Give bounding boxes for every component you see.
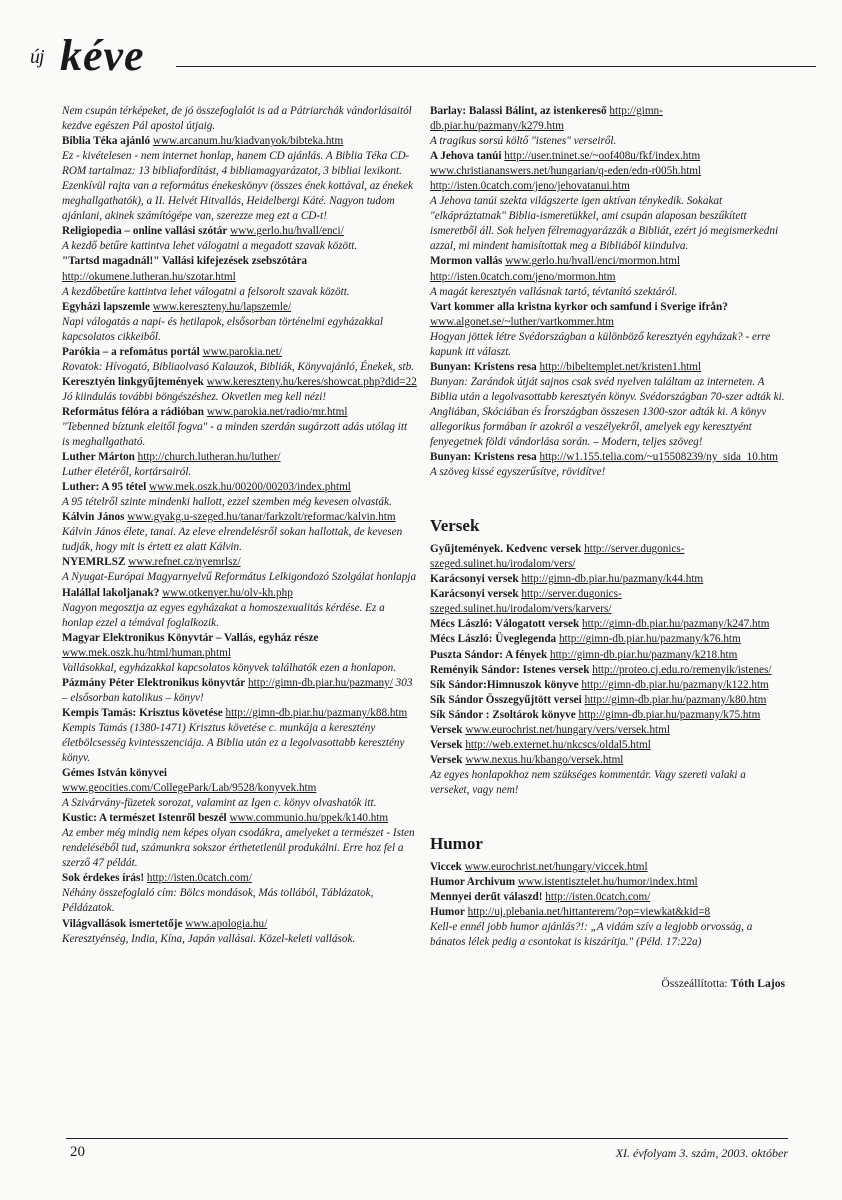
entry-link[interactable]: http://isten.0catch.com/ [146,872,252,885]
entry-title: Bunyan: Kristens resa [430,451,537,464]
entry-title: Kustic: A természet Istenről beszél [62,812,227,825]
entry-desc: A kezdő betűre kattintva lehet válogatni a megadott szavak között. [62,240,358,253]
link-entry [430,753,785,798]
entry-title: Református félóra a rádióban [62,405,205,418]
entry-link[interactable]: www.nexus.hu/kbango/versek.html [465,753,624,766]
entry-desc: A Jehova tanúi szekta világszerte igen aktívan ténykedik. Sokakat "elkápráztatnak" Biblia-ismeretükkel, ami csupán alaposan beszűkített ismeretből áll. Sok helyen félremagyarázzák a Bibliát, ezért jó megismerkedni azzal, mi mindent hamisítottak meg a Bibliából kiindulva. [430,195,779,253]
link-entry [62,345,417,375]
link-entry [62,586,417,631]
entry-title: NYEMRLSZ [62,556,126,569]
masthead-rule [176,66,816,67]
entry-link[interactable]: www.gerlo.hu/hvall/enci/ [230,225,344,238]
link-entry [430,104,785,149]
entry-link[interactable]: http://proteo.cj.edu.ro/remenyik/istenes/ [592,663,772,676]
entry-title: Humor Archivum [430,876,516,889]
entry-desc: Keresztyénség, India, Kína, Japán vallásai. Közel-keleti vallások. [62,932,356,945]
entry-title: Reményik Sándor: Istenes versek [430,663,590,676]
entry-link[interactable]: http://gimn-db.piar.hu/pazmany/k76.htm [558,633,741,646]
link-entry [430,663,785,678]
entry-title: Versek [430,738,463,751]
entry-desc: Bunyan: Zarándok útját sajnos csak svéd nyelven találtam az interneten. A Biblia után a legolvasottabb keresztyén könyv. Svédországban 70-szer adták ki. Angliában, Skóciában és Írországban összesen 1300-szor adták ki. A könyv allegorikus formában ír azokról a veszélyekről, amelyek egy keresztyént fenyegetnek földi vándorlása során. – Modern, teljes szöveg! [430,375,785,449]
entry-desc: A Szivárvány-füzetek sorozat, valamint az Igen c. könyv olvashatók itt. [62,797,377,810]
entry-desc: Kempis Tamás (1380-1471) Krisztus követése c. munkája a keresztény életbölcsesség kvintesszenciája. A Biblia után ez a legolvasottabb keresztény könyv. [62,721,405,765]
right-column [430,104,785,991]
link-entry [430,149,785,254]
entry-title: Biblia Téka ajánló [62,135,151,148]
entry-link[interactable]: www.mek.oszk.hu/html/human.phtml [62,646,231,659]
logo-main-text: kéve [60,31,145,80]
entry-link[interactable]: www.christiananswers.net/hungarian/q-eden/edn-r005h.html [430,165,702,178]
link-entry [430,708,785,723]
entry-title: Mormon vallás [430,255,503,268]
link-entry [430,254,785,299]
entry-desc: Jó kiindulás további böngészéshez. Okvetlen meg kell nézi! [62,390,327,403]
entry-desc: Rovatok: Hívogató, Bibliaolvasó Kalauzok, Bibliák, Könyvajánló, Énekek, stb. [62,360,415,373]
entry-desc: A kezdőbetűre kattintva lehet válogatni a felsorolt szavak között. [62,285,350,298]
versek-heading: Versek [430,516,480,536]
entry-link[interactable]: www.apologia.hu/ [185,917,268,930]
entry-title: Gyűjtemények. Kedvenc versek [430,543,582,556]
link-entry [430,542,785,572]
entry-desc: A 95 tételről szinte mindenki hallott, ezzel szemben még kevesen olvasták. [62,496,392,509]
link-entry [430,300,785,360]
entry-link[interactable]: http://gimn-db.piar.hu/pazmany/k279.htm [430,105,663,133]
entry-link[interactable]: http://gimn-db.piar.hu/pazmany/k247.htm [582,618,770,631]
entry-desc: Az egyes honlapokhoz nem szükséges kommentár. Vagy szereti valaki a verseket, vagy nem! [430,768,746,796]
entry-title: Sík Sándor:Himnuszok könyve [430,678,579,691]
entry-link[interactable]: www.geocities.com/CollegePark/Lab/9528/konyvek.htm [62,782,317,795]
entry-link[interactable]: www.arcanum.hu/kiadvanyok/bibteka.htm [152,135,344,148]
entry-link[interactable]: www.mek.oszk.hu/00200/00203/index.phtml [149,481,351,494]
link-entry [430,450,785,480]
link-entry [62,510,417,555]
entry-link[interactable]: http://gimn-db.piar.hu/pazmany/k75.htm [578,708,761,721]
entry-link[interactable]: www.refnet.cz/nyemrlsz/ [128,556,241,569]
entry-title: Parókia – a refomátus portál [62,345,200,358]
link-entry [430,875,785,890]
entry-title: Religiopedia – online vallási szótár [62,225,228,238]
entry-desc: Ez - kivételesen - nem internet honlap, hanem CD ajánlás. A Biblia Téka CD-ROM tartalmaz: 13 bibliafordítást, 4 bibliamagyarázatot, 3 bibliai lexikont. Ezenkívül rajta van a református énekeskönyv (összes ének kottával, az énekek meghallgathatók), a II. Helvét Hitvallás, Heidelbergi Káté. Nagyon tudom ajánlani, akinek számítógépe van, szerezze meg ezt a CD-t! [62,150,413,223]
entry-link[interactable]: http://server.dugonics-szeged.sulinet.hu/irodalom/vers/karvers/ [430,588,622,616]
entry-title: Egyházi lapszemle [62,300,150,313]
entry-desc: Néhány összefoglaló cím: Bölcs mondások, Más tollából, Táblázatok, Példázatok. [62,887,374,915]
entry-title: Keresztyén linkgyűjtemények [62,375,204,388]
entry-link[interactable]: www.communio.hu/ppek/k140.htm [229,812,389,825]
entry-link[interactable]: http://bibeltemplet.net/kristen1.html [539,360,702,373]
credit-line [430,976,785,991]
entry-link[interactable]: http://server.dugonics-szeged.sulinet.hu/irodalom/vers/ [430,543,685,571]
link-entry [62,811,417,871]
link-entry [62,871,417,916]
entry-title: Viccek [430,860,462,873]
entry-link[interactable]: www.gyakg.u-szeged.hu/tanar/farkzolt/reformac/kalvin.htm [127,511,396,524]
link-entry [430,648,785,663]
link-entry [62,706,417,766]
humor-entries [430,860,785,950]
entry-link[interactable]: www.eurochrist.net/hungary/vers/versek.html [465,723,670,736]
entry-title: Kempis Tamás: Krisztus követése [62,706,223,719]
credit-name: Tóth Lajos [730,977,785,991]
entry-desc: A Nyugat-Európai Magyarnyelvű Református Lelkigondozó Szolgálat honlapja [62,571,417,584]
entry-desc: Vallásokkal, egyházakkal kapcsolatos könyvek találhatók ezen a honlapon. [62,661,396,674]
issue-info: XI. évfolyam 3. szám, 2003. október [615,1146,788,1160]
entry-title: Halállal lakoljanak? [62,586,160,599]
entry-title: Versek [430,753,463,766]
link-entry [62,766,417,811]
entry-title: Sok érdekes írás! [62,872,145,885]
entry-link[interactable]: www.parokia.net/ [202,345,282,358]
left-column [62,104,417,947]
page-number: 20 [70,1144,85,1160]
entry-link[interactable]: www.eurochrist.net/hungary/viccek.html [464,860,648,873]
entry-link[interactable]: http://gimn-db.piar.hu/pazmany/ [248,676,393,689]
entry-link[interactable]: http://gimn-db.piar.hu/pazmany/k122.htm [581,678,769,691]
entry-link[interactable]: http://gimn-db.piar.hu/pazmany/k88.htm [225,706,408,719]
humor-heading: Humor [430,833,483,853]
entry-desc: Kell-e ennél jobb humor ajánlás?!: „A vidám szív a legjobb orvosság, a bánatos lélek pedig a csontokat is kiszárítja." (Péld. 17:22a) [430,921,753,949]
entry-link[interactable]: http://gimn-db.piar.hu/pazmany/k80.htm [584,693,767,706]
link-entry [62,104,417,134]
entry-title: Világvallások ismertetője [62,917,183,930]
entry-link[interactable]: http://user.tninet.se/~oof408u/fkf/index.htm [504,150,701,163]
footer-rule [66,1138,788,1139]
logo-small-text: új [30,46,44,68]
entry-link[interactable]: www.kereszteny.hu/lapszemle/ [152,300,292,313]
entry-title: Mennyei derűt válaszd! [430,891,543,904]
link-entry [62,480,417,510]
entry-title: Kálvin János [62,511,125,524]
link-entry [62,917,417,947]
entry-desc: Hogyan jöttek létre Svédországban a különböző keresztyén egyházak? - erre kapunk itt választ. [430,330,771,358]
link-entry [62,300,417,345]
entry-title: Magyar Elektronikus Könyvtár – Vallás, egyház része [62,631,319,644]
entry-desc: "Tebenned bíztunk eleitől fogva" - a minden szerdán sugárzott adás utólag itt is meghallgatható. [62,420,408,449]
link-entry [62,555,417,585]
entry-title: Sík Sándor Összegyűjtött versei [430,693,582,706]
link-entry [62,254,417,299]
link-entry [430,890,785,905]
link-entry [62,405,417,450]
link-entry [430,617,785,632]
entry-link[interactable]: http://isten.0catch.com/ [545,891,651,904]
link-entry [430,632,785,647]
link-entry [430,905,785,950]
entry-desc: Napi válogatás a napi- és hetilapok, elsősorban történelmi egyházakkal kapcsolatos cikkeiből. [62,315,383,343]
link-entry [430,723,785,738]
entry-desc: A tragikus sorsú költő "istenes" verseiről. [430,135,617,148]
entry-title: Karácsonyi versek [430,573,519,586]
link-entry [62,134,417,224]
entry-title: Puszta Sándor: A fények [430,648,548,661]
entry-title: Luther: A 95 tétel [62,481,147,494]
link-entry [62,375,417,405]
entry-link[interactable]: http://web.externet.hu/nkcscs/oldal5.html [465,738,651,751]
link-entry [62,450,417,480]
link-entry [430,693,785,708]
masthead [26,31,816,84]
entry-title: "Tartsd magadnál!" Vallási kifejezések zsebszótára [62,255,308,268]
entry-link[interactable]: http://gimn-db.piar.hu/pazmany/k44.htm [521,573,704,586]
link-entry [430,738,785,753]
link-entry [62,676,417,706]
entry-title: Pázmány Péter Elektronikus könyvtár [62,676,246,689]
entry-title: Barlay: Balassi Bálint, az istenkereső [430,105,607,117]
right-entries [430,104,785,480]
link-entry [430,360,785,450]
entry-title: Karácsonyi versek [430,588,519,601]
link-entry [430,860,785,875]
entry-title: Versek [430,723,463,736]
entry-link[interactable]: http://gimn-db.piar.hu/pazmany/k218.htm [549,648,738,661]
entry-title: Gémes István könyvei [62,767,168,780]
credit-label: Összeállította: [661,977,728,991]
entry-link[interactable]: http://isten.0catch.com/jeno/jehovatanui.htm [430,180,630,193]
entry-link[interactable]: www.gerlo.hu/hvall/enci/mormon.html [505,255,681,268]
entry-title: Luther Márton [62,451,135,464]
entry-link[interactable]: www.kereszteny.hu/keres/showcat.php?did=22 [206,375,417,388]
entry-link[interactable]: www.istentisztelet.hu/humor/index.html [517,876,698,889]
entry-link[interactable]: http://w1.155.telia.com/~u15508239/ny_sida_10.htm [539,451,779,464]
link-entry [430,678,785,693]
entry-desc: 303 – elsősorban katolikus – könyv! [62,676,413,704]
link-entry [62,631,417,676]
entry-title: Vart kommer alla kristna kyrkor och samfund i Sverige ifrån? [430,300,728,313]
entry-link[interactable]: http://okumene.lutheran.hu/szotar.html [62,270,236,283]
entry-desc: Kálvin János élete, tanai. Az eleve elrendelésről sokan hallottak, de kevesen tudják, hogy mit is értett ez alatt Kálvin. [62,526,403,554]
entry-title: Mécs László: Üveglegenda [430,633,557,646]
entry-desc: A szöveg kissé egyszerűsítve, rövidítve! [430,466,606,479]
entry-desc: Luther életéről, kortársairól. [62,466,192,479]
entry-link[interactable]: http://uj.plebania.net/hittanterem/?op=viewkat&kid=8 [467,906,711,919]
entry-desc: A magát keresztyén vallásnak tartó, tévtanító szektáról. [430,285,678,298]
link-entry [430,572,785,587]
entry-title: Sík Sándor : Zsoltárok könyve [430,708,576,721]
entry-title: A Jehova tanúi [430,150,502,163]
link-entry [430,587,785,617]
entry-link[interactable]: www.parokia.net/radio/mr.html [206,405,348,418]
entry-link[interactable]: www.otkenyer.hu/olv-kh.php [162,586,293,599]
versek-entries [430,542,785,798]
link-entry [62,224,417,254]
entry-title: Humor [430,906,465,919]
entry-desc: Nem csupán térképeket, de jó összefoglalót is ad a Pátriarchák vándorlásaitól kezdve egészen Pál apostol útjaig. [62,105,412,133]
entry-title: Bunyan: Kristens resa [430,360,537,373]
entry-link[interactable]: http://church.lutheran.hu/luther/ [137,451,281,464]
entry-desc: Az ember még mindig nem képes olyan csodákra, amelyeket a természet - Isten rendeléséből tud, számunkra sokszor érthetetlenül produkálni. Erre hoz fel a szerző 47 példát. [62,827,415,870]
entry-link[interactable]: www.algonet.se/~luther/vartkommer.htm [430,315,614,328]
entry-link[interactable]: http://isten.0catch.com/jeno/mormon.htm [430,270,616,283]
entry-title: Mécs László: Válogatott versek [430,618,580,631]
entry-desc: Nagyon megosztja az egyes egyházakat a homoszexualitás kérdése. Ez a honlap ezzel a témával foglalkozik. [62,601,385,629]
